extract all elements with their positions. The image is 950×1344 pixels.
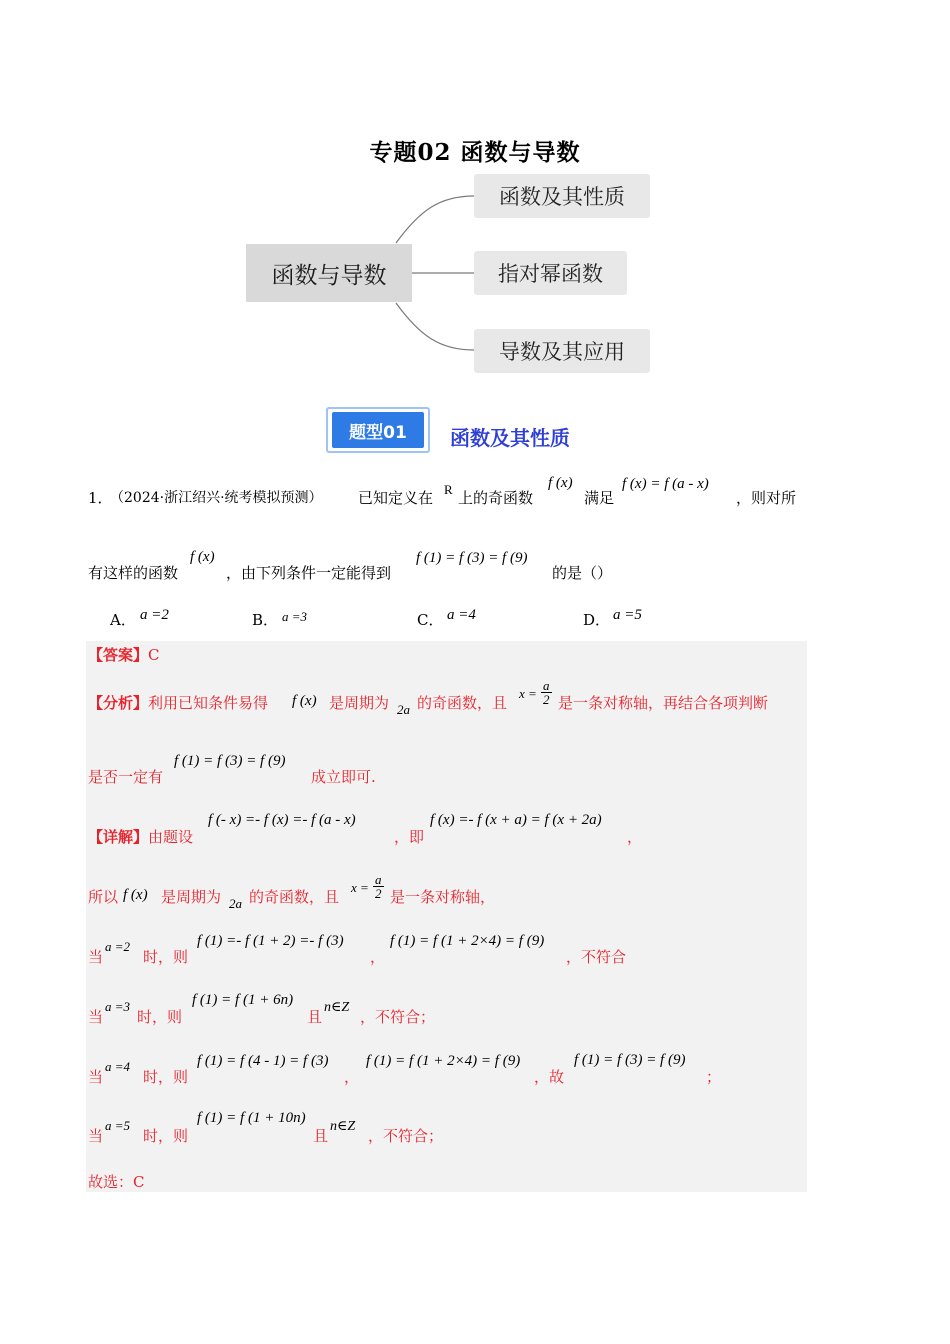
math-axis-fraction bbox=[541, 679, 552, 706]
case-condition: a =4 bbox=[105, 1059, 131, 1074]
option-b-value: a =3 bbox=[282, 609, 308, 624]
math-fx: f (x) bbox=[292, 693, 317, 709]
case-condition: a =5 bbox=[105, 1118, 131, 1133]
math-axis-lhs: x = bbox=[351, 880, 369, 895]
final-choice: 故选：C bbox=[88, 1173, 145, 1191]
detail-text: 由题设 bbox=[148, 828, 194, 846]
badge-label: 题型01 bbox=[332, 412, 424, 448]
case-text: ，不符合； bbox=[368, 1127, 444, 1145]
analysis-text: 是周期为 bbox=[329, 694, 390, 712]
document-title: 专题02 函数与导数 bbox=[369, 139, 581, 166]
analysis-text: 的奇函数，且 bbox=[417, 694, 508, 712]
detail-text: 所以 bbox=[88, 888, 119, 906]
detail-tag: 【详解】 bbox=[88, 828, 149, 846]
option-d-label: D． bbox=[583, 611, 611, 629]
analysis-tag-line bbox=[88, 693, 268, 713]
analysis-text: 利用已知条件易得 bbox=[148, 694, 269, 712]
case-equation: f (1) =- f (1 + 2) =- f (3) bbox=[197, 933, 344, 949]
section-title: 函数及其性质 bbox=[450, 426, 570, 450]
math-periodicity: f (x) =- f (x + a) = f (x + 2a) bbox=[430, 812, 602, 828]
analysis-text: 成立即可. bbox=[311, 768, 376, 786]
detail-text: 的奇函数，且 bbox=[249, 888, 340, 906]
case-text: 时，则 bbox=[137, 1008, 183, 1026]
solution-panel bbox=[86, 641, 807, 1192]
math-odd-symmetry: f (- x) =- f (x) =- f (a - x) bbox=[208, 812, 356, 828]
case-text: ， bbox=[344, 1068, 360, 1086]
question-text: 有这样的函数 bbox=[88, 564, 179, 582]
case-prefix: 当 bbox=[88, 1008, 104, 1026]
question-text: ，则对所 bbox=[736, 489, 797, 507]
case-prefix: 当 bbox=[88, 1068, 104, 1086]
math-condition: f (x) = f (a - x) bbox=[622, 476, 709, 492]
question-text: 上的奇函数 bbox=[458, 489, 534, 507]
section-badge bbox=[326, 407, 430, 453]
case-text: 时，则 bbox=[143, 1068, 189, 1086]
option-c-label: C． bbox=[417, 611, 444, 629]
answer-line bbox=[88, 645, 160, 665]
mindmap-branch-exp-log-power: 指对幂函数 bbox=[474, 251, 627, 295]
option-b-label: B． bbox=[252, 611, 279, 629]
case-condition: a =3 bbox=[105, 999, 131, 1014]
detail-text: ， bbox=[627, 828, 643, 846]
math-fx: f (x) bbox=[548, 475, 573, 491]
math-axis-lhs: x = bbox=[519, 686, 537, 701]
case-equation: f (1) = f (1 + 2×4) = f (9) bbox=[366, 1053, 521, 1069]
case-text: ，故 bbox=[534, 1068, 565, 1086]
option-c-value: a =4 bbox=[447, 607, 476, 623]
detail-text: ，即 bbox=[394, 828, 425, 846]
analysis-text: 是否一定有 bbox=[88, 768, 164, 786]
question-source: （2024·浙江绍兴·统考模拟预测） bbox=[110, 490, 323, 506]
detail-tag-line bbox=[88, 827, 193, 847]
question-text: 的是（） bbox=[552, 564, 613, 582]
case-prefix: 当 bbox=[88, 948, 104, 966]
question-text: 已知定义在 bbox=[358, 489, 434, 507]
case-equation: f (1) = f (1 + 10n) bbox=[197, 1110, 306, 1126]
option-a-label: A． bbox=[110, 611, 136, 629]
case-text: 时，则 bbox=[143, 948, 189, 966]
math-period: 2a bbox=[229, 896, 242, 911]
real-set-symbol: R bbox=[444, 482, 453, 497]
detail-text: 是周期为 bbox=[161, 888, 222, 906]
case-text: ， bbox=[370, 948, 386, 966]
fraction-denominator: 2 bbox=[543, 692, 550, 707]
case-prefix: 当 bbox=[88, 1127, 104, 1145]
analysis-tag: 【分析】 bbox=[88, 694, 149, 712]
math-period: 2a bbox=[397, 702, 410, 717]
mindmap-center-node: 函数与导数 bbox=[246, 244, 412, 302]
case-text: 且 bbox=[313, 1127, 329, 1145]
fraction-numerator: a bbox=[543, 678, 550, 693]
math-target: f (1) = f (3) = f (9) bbox=[416, 550, 528, 566]
option-d-value: a =5 bbox=[613, 607, 642, 623]
answer-tag: 【答案】 bbox=[88, 646, 149, 664]
case-equation: f (1) = f (1 + 2×4) = f (9) bbox=[390, 933, 545, 949]
math-axis-fraction bbox=[373, 873, 384, 900]
option-a-value: a =2 bbox=[140, 607, 169, 623]
case-text: 且 bbox=[307, 1008, 323, 1026]
question-text: ，由下列条件一定能得到 bbox=[226, 564, 392, 582]
case-text: ，不符合； bbox=[360, 1008, 436, 1026]
case-text: ，不符合 bbox=[566, 948, 627, 966]
case-integer-cond: n∈Z bbox=[330, 1119, 356, 1134]
case-text: 时，则 bbox=[143, 1127, 189, 1145]
answer-value: C bbox=[148, 646, 160, 664]
analysis-text: 是一条对称轴，再结合各项判断 bbox=[558, 694, 769, 712]
case-condition: a =2 bbox=[105, 939, 131, 954]
case-integer-cond: n∈Z bbox=[324, 1000, 350, 1015]
detail-text: 是一条对称轴， bbox=[390, 888, 496, 906]
mindmap-branch-derivatives: 导数及其应用 bbox=[474, 329, 650, 373]
case-equation: f (1) = f (4 - 1) = f (3) bbox=[197, 1053, 329, 1069]
case-text: ； bbox=[706, 1068, 722, 1086]
question-number: 1． bbox=[88, 489, 113, 507]
math-fx: f (x) bbox=[123, 887, 148, 903]
mindmap-branch-properties: 函数及其性质 bbox=[474, 174, 650, 218]
fraction-numerator: a bbox=[375, 872, 382, 887]
case-equation: f (1) = f (1 + 6n) bbox=[192, 992, 294, 1008]
fraction-denominator: 2 bbox=[375, 886, 382, 901]
question-text: 满足 bbox=[584, 489, 615, 507]
math-fx: f (x) bbox=[190, 549, 215, 565]
math-target: f (1) = f (3) = f (9) bbox=[174, 753, 286, 769]
case-equation: f (1) = f (3) = f (9) bbox=[574, 1052, 686, 1068]
